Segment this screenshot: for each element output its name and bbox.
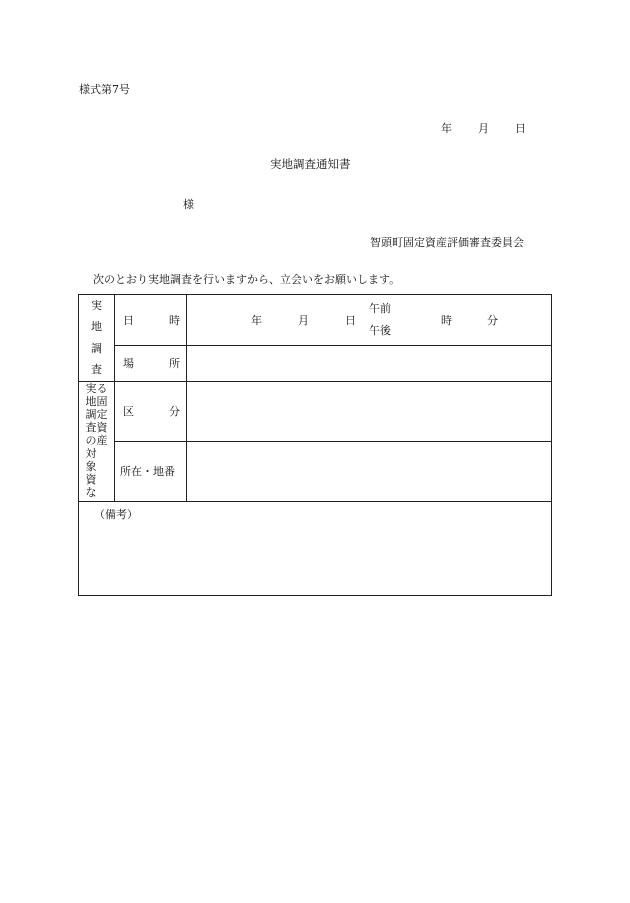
date-day: 日 <box>515 122 526 135</box>
location-value[interactable] <box>187 441 552 501</box>
dt-day: 日 <box>345 314 356 327</box>
datetime-row <box>79 295 552 346</box>
division-row <box>79 381 552 441</box>
intro-text: 次のとおり実地調査を行いますから、立会いをお願いします。 <box>93 273 401 286</box>
target-group-char: 産 <box>96 433 108 447</box>
location-label-text: 所在・地番 <box>120 465 175 479</box>
datetime-label-char: 時 <box>169 313 180 327</box>
division-label-char: 区 <box>123 405 134 419</box>
form-number: 様式第7号 <box>79 83 130 96</box>
target-group-char: 資 <box>96 420 108 434</box>
target-group-char: 象 <box>85 459 97 473</box>
datetime-label <box>115 295 187 346</box>
division-label-char: 分 <box>169 405 180 419</box>
survey-group-char: 調 <box>91 341 102 355</box>
target-group-char: 地 <box>85 394 97 408</box>
dt-minute: 分 <box>487 314 498 327</box>
issuer-name: 智頭町固定資産評価審査委員会 <box>370 236 524 249</box>
target-group-char: 固 <box>96 394 108 408</box>
target-group-char: 査 <box>85 420 97 434</box>
remarks-label: （備考） <box>94 507 138 521</box>
date-year: 年 <box>441 122 452 135</box>
issue-date <box>441 120 526 136</box>
dt-am: 午前 <box>369 302 391 315</box>
survey-form-table <box>78 294 552 596</box>
target-group-char: 対 <box>85 446 97 460</box>
location-row <box>79 441 552 501</box>
remarks-cell[interactable] <box>79 501 552 595</box>
place-label-char: 所 <box>169 357 180 371</box>
target-group-char: 調 <box>85 407 97 421</box>
datetime-value[interactable] <box>187 295 552 346</box>
place-value[interactable] <box>187 345 552 381</box>
place-label <box>115 345 187 381</box>
date-month: 月 <box>478 122 489 135</box>
remarks-row <box>79 501 552 595</box>
addressee-suffix: 様 <box>183 198 194 211</box>
target-group-char: 定 <box>96 407 108 421</box>
dt-hour: 時 <box>441 314 452 327</box>
location-label <box>115 441 187 501</box>
datetime-label-char: 日 <box>123 313 134 327</box>
survey-group-char: 実 <box>91 299 102 312</box>
place-label-char: 場 <box>123 357 134 371</box>
target-group-char: な <box>85 485 97 499</box>
division-value[interactable] <box>187 381 552 441</box>
dt-month: 月 <box>298 314 309 327</box>
target-group-char: の <box>85 433 97 447</box>
target-group-char: 資 <box>85 472 97 486</box>
target-group-char: る <box>96 381 108 395</box>
dt-pm: 午後 <box>369 324 391 337</box>
document-title: 実地調査通知書 <box>270 157 351 171</box>
target-group-char: 実 <box>85 381 97 395</box>
division-label <box>115 381 187 441</box>
survey-group-label <box>79 295 115 382</box>
target-asset-group-label <box>79 381 115 501</box>
dt-year: 年 <box>251 314 262 327</box>
survey-group-char: 査 <box>91 363 102 377</box>
survey-group-char: 地 <box>91 320 102 334</box>
place-row <box>79 345 552 381</box>
